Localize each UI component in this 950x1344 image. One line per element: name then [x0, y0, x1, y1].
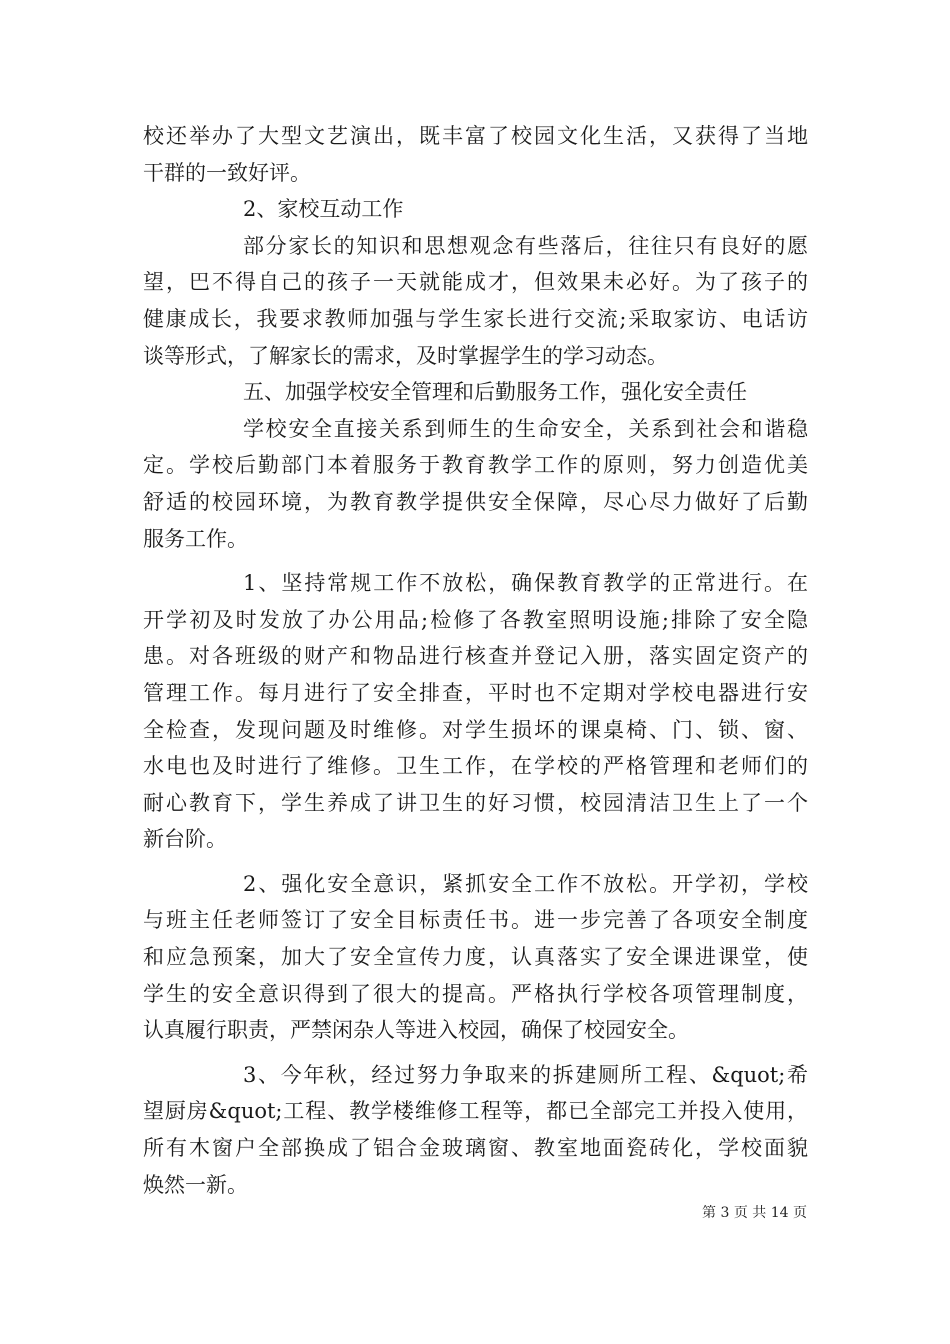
document-body [143, 118, 808, 1203]
text-line: 1、坚持常规工作不放松，确保教育教学的正常进行。在 [243, 571, 808, 596]
text-line: 耐心教育下，学生养成了讲卫生的好习惯，校园清洁卫生上了一个 [143, 790, 808, 815]
paragraph-spacing [143, 557, 808, 565]
text-line: 五、加强学校安全管理和后勤服务工作，强化安全责任 [243, 380, 747, 405]
text-line: 部分家长的知识和思想观念有些落后，往往只有良好的愿 [243, 233, 808, 258]
text-line: 水电也及时进行了维修。卫生工作，在学校的严格管理和老师们的 [143, 754, 808, 779]
text-line: 全检查，发现问题及时维修。对学生损坏的课桌椅、门、锁、窗、 [143, 717, 808, 742]
paragraph-spacing [143, 858, 808, 866]
paragraph-p2 [143, 191, 808, 228]
text-line: 新台阶。 [143, 827, 227, 852]
text-line: 舒适的校园环境，为教育教学提供安全保障，尽心尽力做好了后勤 [143, 489, 808, 514]
text-line: 3、今年秋，经过努力争取来的拆建厕所工程、&quot;希 [243, 1062, 808, 1087]
text-line: 患。对各班级的财产和物品进行核查并登记入册，落实固定资产的 [143, 644, 808, 669]
paragraph-p3 [143, 228, 808, 374]
paragraph-p8 [143, 1057, 808, 1203]
text-line: 望厨房&quot;工程、教学楼维修工程等，都已全部完工并投入使用， [143, 1099, 808, 1124]
text-line: 谈等形式，了解家长的需求，及时掌握学生的学习动态。 [143, 343, 668, 368]
page-number-footer: 第 3 页 共 14 页 [702, 1205, 807, 1221]
text-line: 2、家校互动工作 [243, 197, 404, 222]
text-line: 学生的安全意识得到了很大的提高。严格执行学校各项管理制度， [143, 981, 808, 1006]
text-line: 认真履行职责，严禁闲杂人等进入校园，确保了校园安全。 [143, 1018, 689, 1043]
text-line: 2、强化安全意识，紧抓安全工作不放松。开学初，学校 [243, 871, 808, 896]
paragraph-p1 [143, 118, 808, 191]
text-line: 焕然一新。 [143, 1172, 248, 1197]
text-line: 定。学校后勤部门本着服务于教育教学工作的原则，努力创造优美 [143, 453, 808, 478]
paragraph-p5 [143, 411, 808, 557]
text-line: 健康成长，我要求教师加强与学生家长进行交流;采取家访、电话访 [143, 306, 808, 331]
text-line: 服务工作。 [143, 526, 248, 551]
paragraph-p6 [143, 565, 808, 858]
text-line: 干群的一致好评。 [143, 160, 311, 185]
paragraph-p7 [143, 866, 808, 1049]
text-line: 学校安全直接关系到师生的生命安全，关系到社会和谐稳 [243, 416, 808, 441]
text-line: 管理工作。每月进行了安全排查，平时也不定期对学校电器进行安 [143, 680, 808, 705]
text-line: 校还举办了大型文艺演出，既丰富了校园文化生活，又获得了当地 [143, 124, 808, 148]
paragraph-p4 [143, 374, 808, 411]
text-line: 望，巴不得自己的孩子一天就能成才，但效果未必好。为了孩子的 [143, 270, 808, 295]
paragraph-spacing [143, 1049, 808, 1057]
text-line: 和应急预案，加大了安全宣传力度，认真落实了安全课进课堂，使 [143, 945, 808, 970]
text-line: 开学初及时发放了办公用品;检修了各教室照明设施;排除了安全隐 [143, 607, 808, 632]
text-line: 所有木窗户全部换成了铝合金玻璃窗、教室地面瓷砖化，学校面貌 [143, 1136, 808, 1161]
text-line: 与班主任老师签订了安全目标责任书。进一步完善了各项安全制度 [143, 908, 808, 933]
